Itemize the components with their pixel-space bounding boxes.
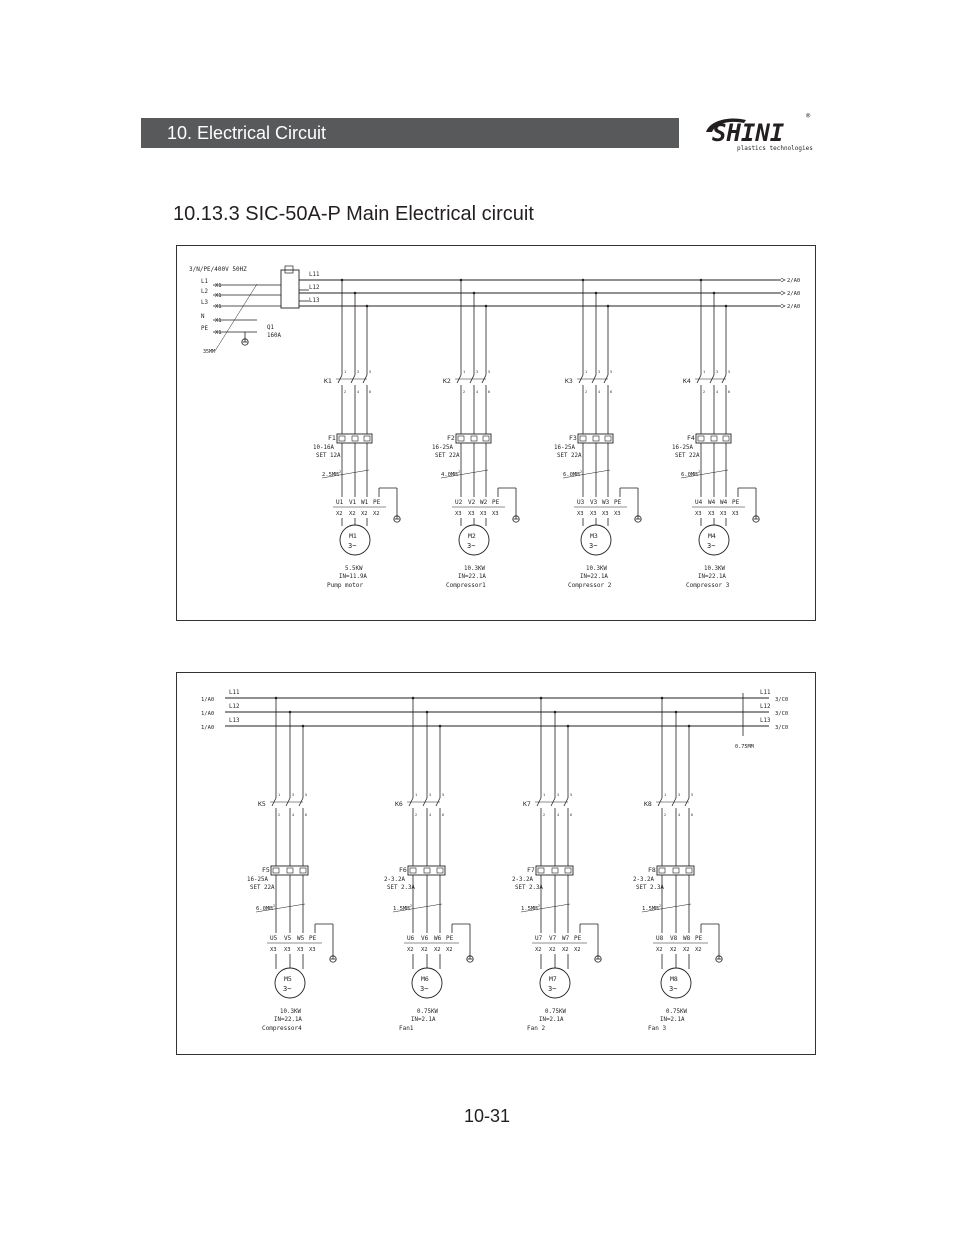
motor-current: IN=22.1A [458,574,486,580]
overload-relay [408,866,445,875]
terminal-label: U7 [535,935,543,942]
terminal-label: U8 [656,935,664,942]
terminal-strip-label: X3 [492,511,499,517]
contact-number: 1 [278,793,281,797]
overload-range: 16-25A [432,445,453,451]
phase-label: L3 [201,300,208,306]
terminal-label: PE [614,499,622,506]
overload-element [273,868,279,873]
overload-setting: SET 22A [675,453,700,459]
contact-number: 4 [716,390,719,394]
overload-label: F6 [399,866,407,874]
bus-arrow [781,304,785,308]
motor-function: Fan 3 [648,1025,667,1032]
motor-current: IN=22.1A [274,1017,302,1023]
overload-element [471,436,477,441]
overload-element [300,868,306,873]
motor-name: M1 [349,532,357,540]
terminal-label: V3 [590,499,598,506]
section-title: 10. Electrical Circuit [167,123,327,143]
terminal-label: W1 [361,499,369,506]
wire-size-label: 2.5MM [322,472,339,478]
bus-reference-left: 1/A0 [201,697,215,703]
terminal-strip-label: X2 [562,947,569,953]
contact-number: 6 [369,390,372,394]
overload-element [552,868,558,873]
contact-number: 3 [476,370,479,374]
contact-number: 4 [292,813,295,817]
motor-power: 10.3KW [704,566,725,572]
terminal-label: PE [492,499,500,506]
bus-label: L12 [309,285,320,291]
contact-number: 4 [476,390,479,394]
bus-reference-right: 3/C0 [775,725,789,731]
terminal-strip-label: X2 [670,947,677,953]
terminal-label: W2 [480,499,488,506]
terminal-strip-label: X2 [361,511,368,517]
motor-function: Compressor1 [446,582,486,589]
motor-phase: 3~ [707,542,716,550]
overload-label: F2 [447,434,455,442]
motor-phase: 3~ [420,985,429,993]
terminal-strip-label: X2 [656,947,663,953]
contact-number: 5 [305,793,308,797]
page-title: 10.13.3 SIC-50A-P Main Electrical circuit [173,203,534,225]
motor-power: 0.75KW [545,1009,566,1015]
input-terminal-label: X1 [215,330,222,336]
motor-current: IN=2.1A [539,1017,564,1023]
terminal-strip-label: X3 [577,511,584,517]
overload-element [723,436,729,441]
wire-size-sup: 2 [538,904,541,908]
phase-label: L1 [201,279,208,285]
contact-number: 6 [442,813,445,817]
motor-power: 0.75KW [666,1009,687,1015]
overload-element [605,436,611,441]
contact-number: 1 [463,370,466,374]
motor-current: IN=22.1A [580,574,608,580]
overload-element [483,436,489,441]
terminal-label: W8 [683,935,691,942]
contact-number: 3 [429,793,432,797]
terminal-strip-label: X2 [434,947,441,953]
terminal-strip-label: X2 [535,947,542,953]
motor-power: 0.75KW [417,1009,438,1015]
overload-element [458,436,464,441]
motor-current: IN=2.1A [660,1017,685,1023]
overload-setting: SET 22A [435,453,460,459]
terminal-strip-label: X3 [455,511,462,517]
motor-current: IN=11.9A [339,574,367,580]
motor-function: Compressor 3 [686,582,730,589]
ground-wire-label: 35MM [203,349,216,355]
motor-power: 10.3KW [280,1009,301,1015]
overload-label: F3 [569,434,577,442]
contact-number: 2 [585,390,588,394]
motor-phase: 3~ [348,542,357,550]
contact-number: 2 [463,390,466,394]
overload-element [410,868,416,873]
bus-reference: 2/A0 [787,278,801,284]
overload-range: 2-3.2A [512,877,533,883]
terminal-strip-label: X3 [309,947,316,953]
contact-number: 6 [570,813,573,817]
contact-number: 6 [728,390,731,394]
circuit-schematic-bottom [177,673,815,1054]
overload-label: F8 [648,866,656,874]
overload-range: 16-25A [554,445,575,451]
overload-element [580,436,586,441]
terminal-strip-label: X3 [695,511,702,517]
terminal-label: U6 [407,935,415,942]
motor-phase: 3~ [283,985,292,993]
overload-setting: SET 2.3A [515,885,543,891]
contactor-label: K5 [258,800,266,808]
contact-number: 2 [543,813,546,817]
motor-symbol [275,968,305,998]
breaker-rating: 160A [267,333,281,339]
contact-number: 1 [543,793,546,797]
bus-arrow [781,278,785,282]
phase-label: L2 [201,289,208,295]
motor-function: Compressor4 [262,1025,302,1032]
overload-relay [696,434,731,443]
motor-phase: 3~ [589,542,598,550]
contact-number: 5 [369,370,372,374]
contact-number: 1 [415,793,418,797]
terminal-strip-label: X2 [421,947,428,953]
terminal-strip-label: X3 [732,511,739,517]
contact-number: 5 [610,370,613,374]
bus-reference-right: 3/C0 [775,711,789,717]
terminal-label: PE [574,935,582,942]
overload-range: 16-25A [672,445,693,451]
terminal-label: W6 [434,935,442,942]
contact-number: 6 [691,813,694,817]
overload-element [339,436,345,441]
contact-number: 4 [357,390,360,394]
motor-name: M8 [670,975,678,983]
contact-number: 3 [557,793,560,797]
bus-label-left: L12 [229,704,240,710]
contactor-label: K8 [644,800,652,808]
motor-name: M7 [549,975,557,983]
main-circuit-diagram-2 [176,672,816,1055]
terminal-strip-label: X2 [407,947,414,953]
contact-number: 5 [488,370,491,374]
motor-name: M4 [708,532,716,540]
overload-element [698,436,704,441]
wire-size-sup: 2 [580,470,583,474]
wire-size-sup: 2 [659,904,662,908]
overload-relay [271,866,308,875]
bus-reference-left: 1/A0 [201,711,215,717]
overload-setting: SET 22A [557,453,582,459]
wire-size-label: 1.5MM [521,906,538,912]
motor-phase: 3~ [669,985,678,993]
contact-number: 1 [585,370,588,374]
contact-number: 4 [678,813,681,817]
terminal-label: V6 [421,935,429,942]
overload-range: 2-3.2A [633,877,654,883]
motor-current: IN=2.1A [411,1017,436,1023]
contact-number: 3 [716,370,719,374]
registered-mark: ® [806,112,811,120]
breaker-name: Q1 [267,325,274,331]
overload-relay [578,434,613,443]
terminal-label: W3 [602,499,610,506]
terminal-strip-label: X2 [683,947,690,953]
terminal-strip-label: X3 [720,511,727,517]
overload-element [364,436,370,441]
motor-symbol [699,525,729,555]
overload-range: 2-3.2A [384,877,405,883]
motor-symbol [581,525,611,555]
contact-number: 2 [344,390,347,394]
contact-number: 5 [442,793,445,797]
overload-element [673,868,679,873]
terminal-label: V5 [284,935,292,942]
overload-element [711,436,717,441]
motor-phase: 3~ [548,985,557,993]
contact-number: 4 [429,813,432,817]
section-header-bar [141,118,679,148]
wire-size-sup: 2 [339,470,342,474]
contactor-label: K7 [523,800,531,808]
page-number: 10-31 [464,1106,511,1126]
contact-number: 4 [598,390,601,394]
wire-size-sup: 2 [273,904,276,908]
contact-number: 2 [278,813,281,817]
terminal-label: PE [732,499,740,506]
overload-element [352,436,358,441]
contact-number: 2 [703,390,706,394]
bus-label-left: L13 [229,718,240,724]
contact-number: 5 [570,793,573,797]
contact-number: 2 [415,813,418,817]
bus-reference-right: 3/C0 [775,697,789,703]
logo-tagline: plastics technologies [737,145,813,152]
terminal-strip-label: X3 [270,947,277,953]
motor-function: Pump motor [327,582,364,589]
bus-reference-left: 1/A0 [201,725,215,731]
terminal-strip-label: X2 [574,947,581,953]
overload-relay [456,434,491,443]
overload-element [593,436,599,441]
bus-label: L11 [309,272,320,278]
terminal-label: U4 [695,499,703,506]
terminal-strip-label: X3 [468,511,475,517]
wire-size-label: 1.5MM [393,906,410,912]
terminal-strip-label: X3 [480,511,487,517]
motor-name: M5 [284,975,292,983]
bus-label-right: L12 [760,704,771,710]
contactor-label: K3 [565,377,573,385]
wire-size-sup: 2 [698,470,701,474]
overload-element [686,868,692,873]
contact-number: 3 [598,370,601,374]
motor-function: Fan 2 [527,1025,546,1032]
terminal-label: V2 [468,499,476,506]
terminal-label: W5 [297,935,305,942]
terminal-label: U1 [336,499,344,506]
terminal-label: U3 [577,499,585,506]
terminal-strip-label: X2 [695,947,702,953]
terminal-strip-label: X2 [549,947,556,953]
contactor-label: K1 [324,377,332,385]
overload-label: F7 [527,866,535,874]
terminal-label: V1 [349,499,357,506]
terminal-strip-label: X3 [590,511,597,517]
terminal-label: W4 [708,499,716,506]
overload-element [424,868,430,873]
overload-setting: SET 2.3A [636,885,664,891]
overload-setting: SET 2.3A [387,885,415,891]
phase-label: N [201,314,205,320]
terminal-strip-label: X2 [446,947,453,953]
overload-relay [657,866,694,875]
overload-label: F4 [687,434,695,442]
phase-label: PE [201,326,208,332]
motor-name: M6 [421,975,429,983]
wire-size-sup: 2 [458,470,461,474]
input-terminal-label: X1 [215,283,222,289]
bus-reference: 2/A0 [787,304,801,310]
overload-range: 16-25A [247,877,268,883]
terminal-strip-label: X3 [284,947,291,953]
motor-phase: 3~ [467,542,476,550]
terminal-strip-label: X2 [349,511,356,517]
terminal-label: PE [446,935,454,942]
contact-number: 1 [344,370,347,374]
contact-number: 1 [664,793,667,797]
overload-element [565,868,571,873]
supply-label: 3/N/PE/400V 50HZ [189,266,247,273]
terminal-label: W7 [562,935,570,942]
terminal-label: V7 [549,935,557,942]
motor-symbol [661,968,691,998]
circuit-schematic-top [177,246,815,620]
overload-element [538,868,544,873]
motor-symbol [340,525,370,555]
wire-size-label: 6.0MM [256,906,273,912]
motor-power: 10.3KW [464,566,485,572]
contact-number: 3 [292,793,295,797]
contact-number: 2 [664,813,667,817]
overload-label: F5 [262,866,270,874]
contactor-label: K6 [395,800,403,808]
bus-label-right: L11 [760,690,771,696]
wire-size-label: 6.0MM [681,472,698,478]
terminal-strip-label: X3 [602,511,609,517]
contact-number: 4 [557,813,560,817]
wire-size-sup: 2 [410,904,413,908]
overload-setting: SET 12A [316,453,341,459]
terminal-label: PE [309,935,317,942]
wire-size-label: 4.0MM [441,472,458,478]
overload-label: F1 [328,434,336,442]
motor-function: Fan1 [399,1025,414,1032]
contact-number: 6 [305,813,308,817]
input-terminal-label: X1 [215,293,222,299]
motor-symbol [412,968,442,998]
contact-number: 3 [357,370,360,374]
main-circuit-diagram-1 [176,245,816,621]
shini-logo [700,110,815,154]
terminal-strip-label: X3 [614,511,621,517]
bus-arrow [781,291,785,295]
bus-label: L13 [309,298,320,304]
motor-power: 5.5KW [345,566,363,572]
terminal-label: U2 [455,499,463,506]
overload-setting: SET 22A [250,885,275,891]
contact-number: 3 [678,793,681,797]
contactor-label: K4 [683,377,691,385]
tap-wire-label: 0.75MM [735,744,754,750]
breaker-handle [285,266,293,273]
terminal-label: W4 [720,499,728,506]
terminal-strip-label: X2 [336,511,343,517]
wire-size-label: 6.0MM [563,472,580,478]
contact-number: 6 [610,390,613,394]
contact-number: 5 [728,370,731,374]
logo-wordmark: SHINI [712,119,785,147]
overload-element [659,868,665,873]
motor-function: Compressor 2 [568,582,612,589]
overload-range: 10-16A [313,445,334,451]
contact-number: 5 [691,793,694,797]
terminal-strip-label: X3 [297,947,304,953]
terminal-label: U5 [270,935,278,942]
overload-element [287,868,293,873]
contact-number: 6 [488,390,491,394]
contact-number: 1 [703,370,706,374]
bus-reference: 2/A0 [787,291,801,297]
main-breaker [281,270,299,308]
motor-symbol [540,968,570,998]
terminal-strip-label: X3 [708,511,715,517]
terminal-label: V8 [670,935,678,942]
motor-power: 10.3KW [586,566,607,572]
overload-relay [337,434,372,443]
terminal-label: PE [373,499,381,506]
overload-relay [536,866,573,875]
motor-current: IN=22.1A [698,574,726,580]
overload-element [437,868,443,873]
contactor-label: K2 [443,377,451,385]
input-terminal-label: X1 [215,304,222,310]
terminal-strip-label: X2 [373,511,380,517]
bus-label-left: L11 [229,690,240,696]
motor-name: M2 [468,532,476,540]
motor-symbol [459,525,489,555]
input-terminal-label: X1 [215,318,222,324]
motor-name: M3 [590,532,598,540]
terminal-label: PE [695,935,703,942]
bus-label-right: L13 [760,718,771,724]
wire-size-label: 1.5MM [642,906,659,912]
